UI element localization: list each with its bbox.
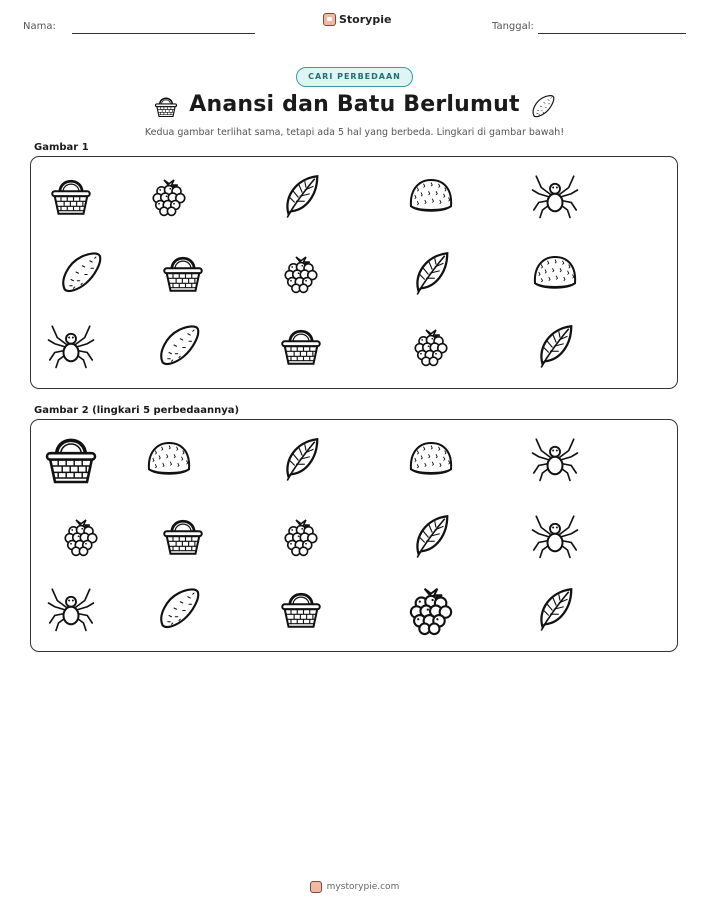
mossy-rock-icon xyxy=(529,92,557,120)
spider-icon xyxy=(530,170,580,220)
sweet-potato-icon xyxy=(56,247,106,297)
picture2-label: Gambar 2 (lingkari 5 perbedaannya) xyxy=(34,405,240,416)
picture1-panel xyxy=(30,156,678,389)
sweet-potato-icon xyxy=(154,583,204,633)
leaf-icon xyxy=(276,433,326,483)
basket-icon xyxy=(158,510,208,560)
spider-icon xyxy=(530,510,580,560)
raspberry-icon xyxy=(276,510,326,560)
leaf-icon xyxy=(530,320,580,370)
raspberry-icon xyxy=(276,247,326,297)
leaf-icon xyxy=(276,170,326,220)
brand xyxy=(323,13,391,26)
spider-icon xyxy=(46,320,96,370)
name-label: Nama: xyxy=(23,21,56,32)
raspberry-icon xyxy=(406,320,456,370)
leaf-icon xyxy=(530,583,580,633)
mossy-rock-icon xyxy=(530,247,580,297)
badge-find-differences: CARI PERBEDAAN xyxy=(296,67,413,87)
mossy-rock-icon xyxy=(406,170,456,220)
basket-icon xyxy=(276,583,326,633)
spider-icon xyxy=(530,433,580,483)
name-field[interactable] xyxy=(72,33,255,34)
basket-icon xyxy=(276,320,326,370)
basket-icon xyxy=(46,170,96,220)
date-field[interactable] xyxy=(538,33,686,34)
storypie-logo-icon xyxy=(323,13,336,26)
footer xyxy=(0,881,709,893)
spider-icon xyxy=(46,583,96,633)
leaf-icon xyxy=(406,510,456,560)
mossy-rock-icon xyxy=(406,433,456,483)
footer-url: mystorypie.com xyxy=(326,882,400,892)
storypie-logo-icon xyxy=(310,881,322,893)
raspberry-icon xyxy=(56,510,106,560)
page-title: Anansi dan Batu Berlumut xyxy=(189,92,520,117)
basket-icon xyxy=(158,247,208,297)
picture1-label: Gambar 1 xyxy=(34,142,89,153)
sweet-potato-icon xyxy=(154,320,204,370)
mossy-rock-icon xyxy=(144,433,194,483)
raspberry-icon xyxy=(144,170,194,220)
instructions: Kedua gambar terlihat sama, tetapi ada 5 hal yang berbeda. Lingkari di gambar bawah! xyxy=(144,127,565,138)
date-label: Tanggal: xyxy=(492,21,534,32)
picture2-panel xyxy=(30,419,678,652)
brand-name: Storypie xyxy=(339,13,392,26)
basket-icon xyxy=(39,426,103,490)
leaf-icon xyxy=(406,247,456,297)
raspberry-icon xyxy=(399,576,463,640)
